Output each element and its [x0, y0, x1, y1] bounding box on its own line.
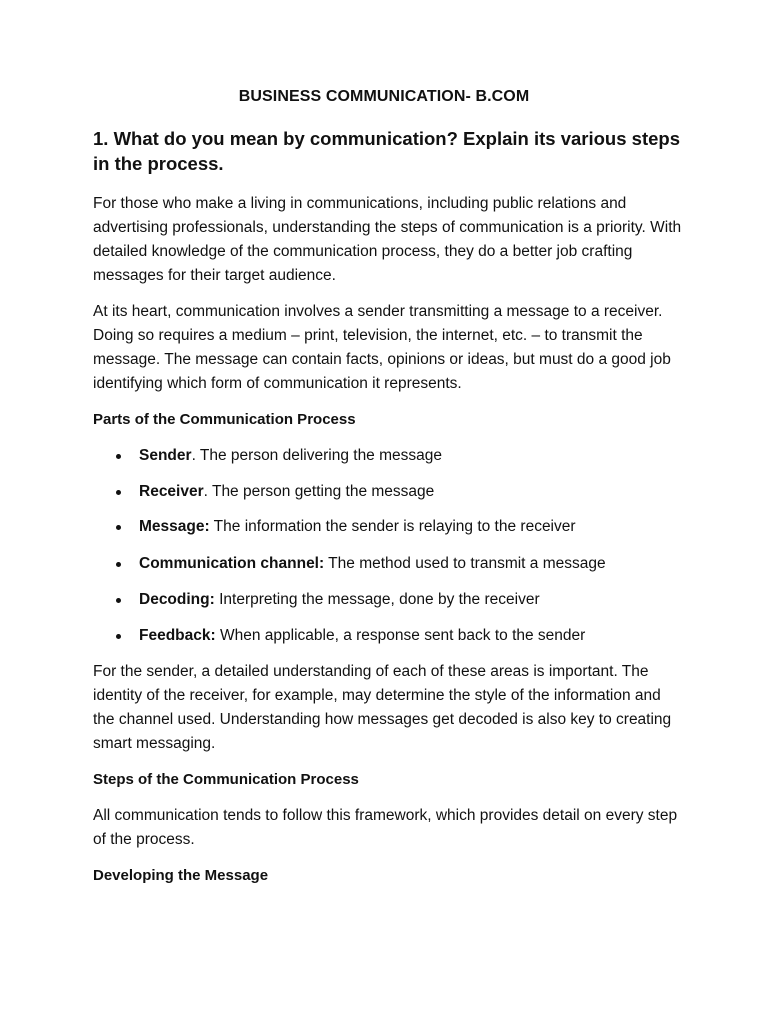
- steps-paragraph: All communication tends to follow this framework, which provides detail on every step of the process.: [93, 807, 678, 848]
- list-item-term: Message:: [139, 518, 210, 535]
- list-item-desc: The method used to transmit a message: [324, 555, 606, 572]
- bullet-icon: [116, 634, 121, 639]
- bullet-icon: [116, 490, 121, 495]
- list-item-text: [139, 482, 434, 502]
- communication-paragraph: At its heart, communication involves a sender transmitting a message to a receiver. Doing so requires a medium – print, television, the internet, etc. – to transmit the message. The message can contain facts, opinions or ideas, but must do a good job identifying which form of communication it represents.: [93, 303, 671, 392]
- developing-message-heading: Developing the Message: [93, 867, 269, 884]
- bullet-icon: [116, 525, 121, 530]
- bullet-icon: [116, 454, 121, 459]
- list-item-text: [139, 554, 606, 574]
- list-item-desc: . The person delivering the message: [191, 447, 443, 464]
- list-item-term: Communication channel:: [139, 555, 325, 572]
- bullet-icon: [116, 598, 121, 603]
- list-item-text: [139, 626, 585, 646]
- list-item-text: [139, 446, 442, 466]
- list-item-desc: Interpreting the message, done by the receiver: [214, 591, 540, 608]
- document-title: BUSINESS COMMUNICATION- B.COM: [238, 88, 530, 105]
- list-item-text: [139, 517, 576, 537]
- list-item-term: Sender: [139, 447, 192, 464]
- bullet-icon: [116, 562, 121, 567]
- list-item-text: [139, 590, 540, 610]
- list-item-term: Feedback:: [139, 627, 216, 644]
- steps-heading: Steps of the Communication Process: [93, 771, 359, 788]
- sender-understanding-paragraph: For the sender, a detailed understanding of each of these areas is important. The identity of the receiver, for example, may determine the style of the information and the channel used. Understanding how messages get decoded is also key to creating smart messaging.: [93, 663, 672, 752]
- question-heading: 1. What do you mean by communication? Explain its various steps in the process.: [93, 128, 680, 174]
- parts-heading: Parts of the Communication Process: [93, 411, 356, 428]
- intro-paragraph: For those who make a living in communications, including public relations and advertising professionals, understanding the steps of communication is a priority. With detailed knowledge of the communication process, they do a better job crafting messages for their target audience.: [93, 195, 682, 284]
- list-item-desc: When applicable, a response sent back to the sender: [215, 627, 586, 644]
- list-item-desc: The information the sender is relaying to the receiver: [209, 518, 576, 535]
- list-item-term: Receiver: [139, 483, 204, 500]
- list-item-term: Decoding:: [139, 591, 215, 608]
- list-item-desc: . The person getting the message: [203, 483, 435, 500]
